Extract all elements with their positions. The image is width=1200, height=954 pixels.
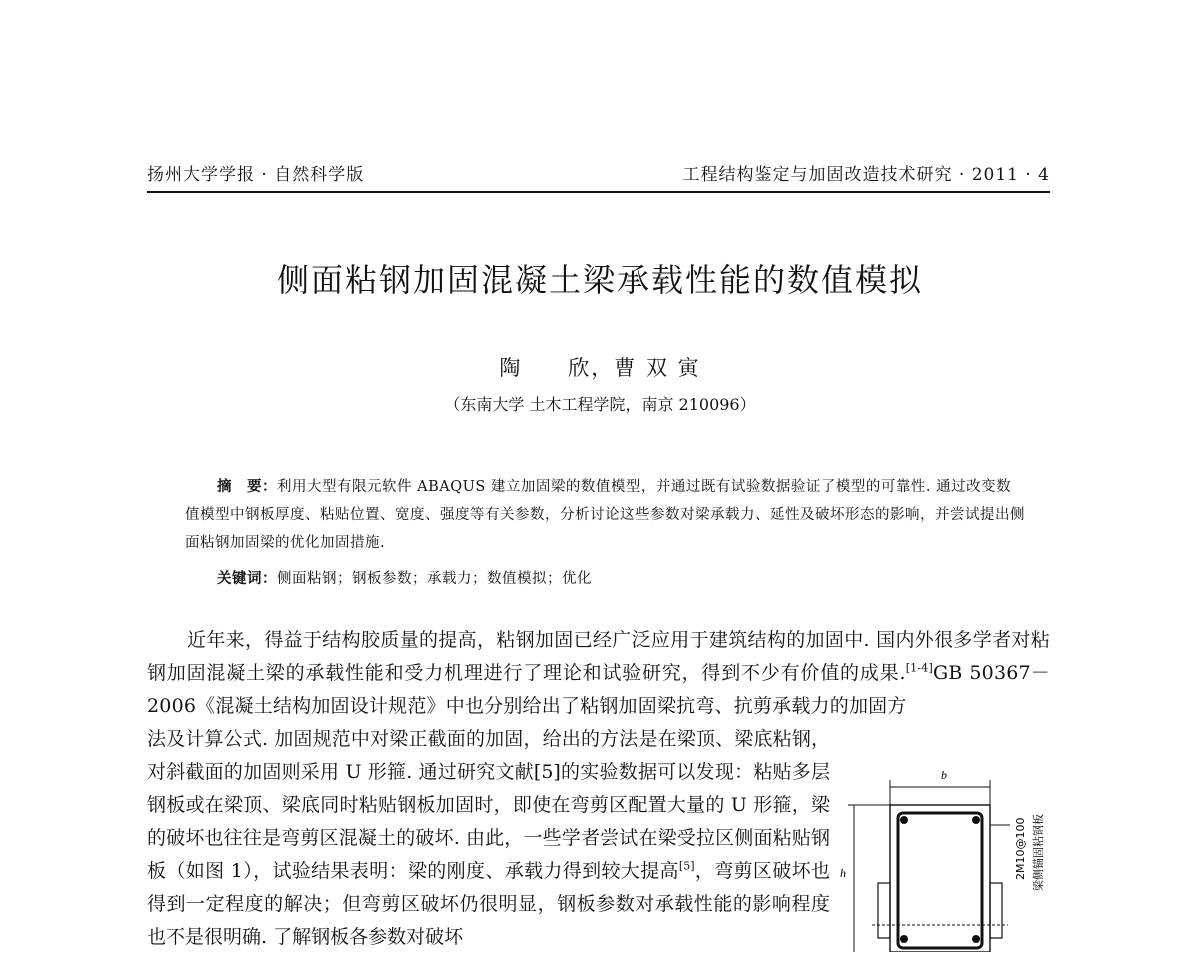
side-plate-label: 梁侧锚固粘钢板 [1032,814,1045,891]
dim-label-h: h [840,866,846,880]
figure-1-beam-section [838,765,1058,952]
header-rule [147,191,1050,193]
authors: 陶 欣，曹 双 寅 [499,356,701,380]
body-paragraph-full-width [147,624,1050,723]
stirrup-label: 2M10@100 [1014,817,1027,880]
journal-header-right: 工程结构鉴定与加固改造技术研究 · 2011 · 4 [682,165,1050,185]
abstract-text: 利用大型有限元软件 ABAQUS 建立加固梁的数值模型，并通过既有试验数据验证了模型的可靠性. 通过改变数值模型中钢板厚度、粘贴位置、宽度、强度等有关参数，分析讨论这些参数对梁承载力、延性及破坏形态的影响，并尝试提出侧面粘钢加固梁的优化加固措施. [185,479,1025,551]
citation-1-4: [1-4] [905,661,933,675]
body-para1-line3: GB 50367－2006《混凝土结构加固设计规范》中也分别给出了粘钢加固梁抗弯、抗剪承载力的加固方 [147,662,1051,717]
citation-5: [5] [678,859,695,873]
beam-section-outline [890,805,990,952]
affiliation: （东南大学 土木工程学院，南京 210096） [444,395,756,414]
abstract-label: 摘 要： [217,478,277,495]
keywords [217,567,592,588]
body-paragraph-wrapped [147,723,830,954]
stirrup [898,813,982,948]
journal-header-left: 扬州大学学报 · 自然科学版 [147,165,365,185]
dim-label-b: b [941,768,947,782]
rebar-top-right [972,816,980,824]
side-steel-plate-left [878,883,890,938]
body-para1: 近年来，得益于结构胶质量的提高，粘钢加固已经广泛应用于建筑结构的加固中. 国内外很多学者对粘钢加固混凝土梁的承载性能和受力机理进行了理论和试验研究，得到不少有价值的成果. [147,629,1050,684]
body-wrap-part2: ，弯剪区破坏也得到一定程度的解决；但弯剪区破坏仍很明显，钢板参数对承载性能的影响程度也不是很明确. 了解钢板各参数对破坏 [147,860,830,948]
abstract [185,473,1025,557]
rebar-bottom-left [900,935,908,943]
keywords-label: 关键词： [217,570,277,587]
rebar-bottom-right [972,935,980,943]
side-steel-plate-right [990,883,1002,938]
article-title: 侧面粘钢加固混凝土梁承载性能的数值模拟 [276,261,923,299]
rebar-top-left [900,816,908,824]
keywords-text: 侧面粘钢；钢板参数；承载力；数值模拟；优化 [277,571,592,587]
body-wrap-part1: 法及计算公式. 加固规范中对梁正截面的加固，给出的方法是在梁顶、梁底粘钢，对斜截面的加固则采用 U 形箍. 通过研究文献[5]的实验数据可以发现：粘贴多层钢板或在梁顶、梁底同时粘贴钢板加固时，即使在弯剪区配置大量的 U 形箍，梁的破坏也往往是弯剪区混凝土的破坏. 由此，一些学者尝试在梁受拉区侧面粘贴钢板（如图 1），试验结果表明：梁的刚度、承载力得到较大提高 [147,728,830,882]
